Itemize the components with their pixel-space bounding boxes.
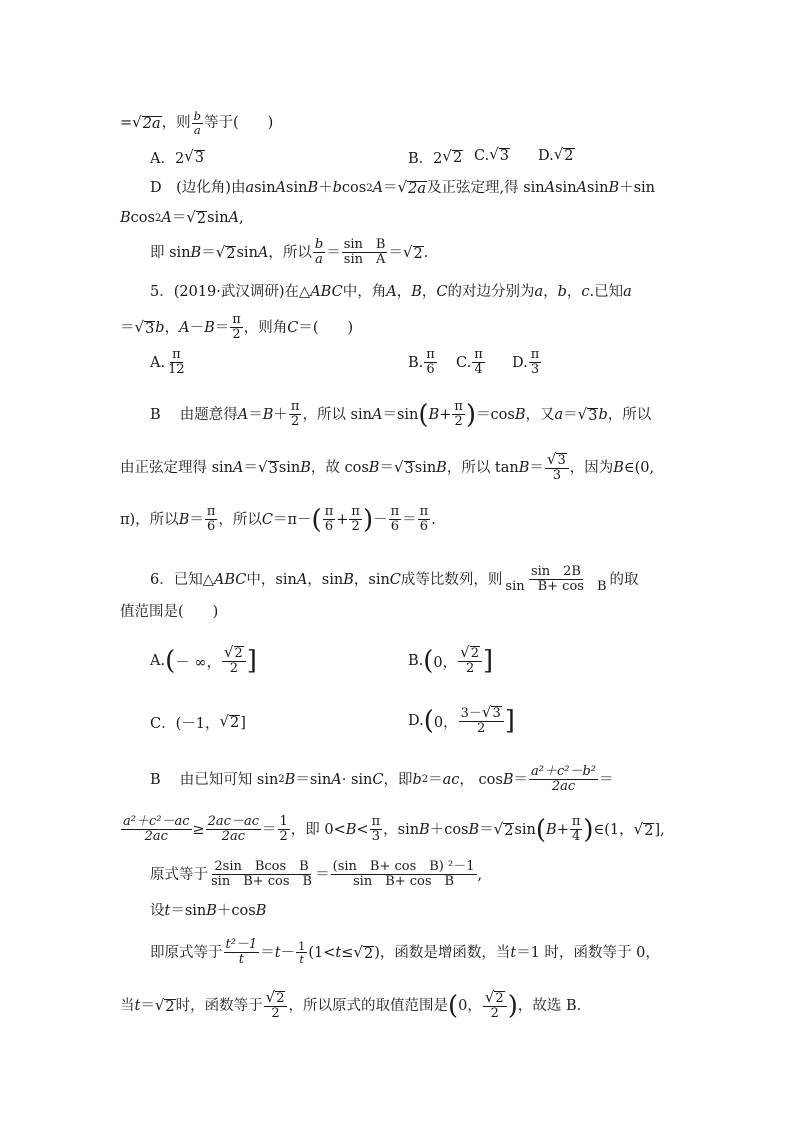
q4-line1: = √ 2a ，则 $\frac{b}{a}$ 等于( ) [120,109,274,137]
q6-option-d: D. ( 0， 3－ √ 3 2 ] [408,703,515,737]
q6-option-c: C．(－1， √ 2 ] [150,711,246,732]
q6-option-b: B. ( 0， √ 2 2 ] [408,643,494,677]
q4-option-a: A．2 √ 3 [150,146,204,167]
q5-option-b: B. $\frac{\pi}{6}$ [408,347,435,378]
q4-solution-line1: D (边化角)由 a sin A sin B ＋ b cos 2 A ＝ √ 2a 及正弦定理,得 sin A sin A sin B ＋sin [150,178,656,197]
q5-solution-line1: B 由题意得 A ＝ B ＋ $\frac{\pi}{2}$ ，所以 sin A ＝sin ( B + $\frac{\pi}{2}$ ) ＝cos B ，又 a ＝ √ 3 b ，所以 [150,399,652,430]
q4-option-b: B．2 √ 2 [408,146,463,167]
q5-solution-line3: π)，所以 B ＝ $\frac{\pi}{6}$ ，所以 C ＝π－ ( $\frac{\pi}{6}$ + $\frac{\pi}{2}$ ) － $\frac{\pi}{6}$ ＝ $\frac{\pi}{6}$ . [120,504,436,535]
q4-solution-line2: B cos 2 A ＝ √ 2 sin A , [120,208,244,227]
q6-solution-line4: 设 t ＝sin B ＋cos B [150,903,267,919]
q4-solution-line3: 即 sin B ＝ √ 2 sin A ，所以 $\frac{b}{a}$ ＝ $\frac{\text{sin B}}{\text{sin A}}$ ＝ √ 2 . [150,237,429,268]
q6-solution-line3: 原式等于 $\frac{\text{2sin Bcos B}}{\text{sin B+ cos B}}$ ＝ $\frac{\text{(sin B+ cos B) ²－1}}{\text{sin B+ cos B}}$ , [150,859,483,890]
q6-stem-line2: 值范围是( ) [120,604,219,620]
q6-solution-line6: 当 t ＝ √ 2 时，函数等于 √ 2 2 ，所以原式的取值范围是 ( 0， √ 2 2 ) ，故选 B. [120,988,582,1022]
q6-solution-line5: 即原式等于 $\frac{\text{t²－1}}{t}$ ＝ t － $\frac{1}{t}$ (1< t ≤ √ 2 )，函数是增函数，当 t ＝1 时，函数等于 0， [150,937,660,968]
q5-stem-line1: 5．(2019·武汉调研)在△ ABC 中，角 A ， B ， C 的对边分别为 a ， b ， c .已知 a [150,284,632,300]
q6-solution-line1: B 由已知可知 sin 2 B ＝sin A · sin C ，即 b 2 ＝ ac ， cos B ＝ $\frac{\text{a²＋c²－b²}}{2ac}$ ＝ [150,764,614,795]
q4-option-c: C. √ 3 [474,145,509,164]
q6-option-a: A. ( － ∞， √ 2 2 ] [150,643,257,677]
q6-solution-line2: $\frac{\text{a²＋c²－ac}}{2ac}$ ≥ $\frac{2ac-ac}{2ac}$ ＝ $\frac{1}{2}$ ，即 0< B < $\frac{\pi}{3}$ ，sin B ＋cos B ＝ √ 2 sin ( B + $\frac{\pi}{4}$ ) ∈(1， √ 2 ], [123,814,665,845]
q6-stem-line1: 6．已知△ ABC 中，sin A ，sin B ，sin C 成等比数列，则 $\frac{\sin 2B}{\text{sin B+ cos B}}$ 的取 [150,564,639,595]
q5-stem-line2: ＝ √ 3 b ， A － B ＝ $\frac{\pi}{2}$ ，则角 C ＝( ) [120,312,354,343]
q5-solution-line2: 由正弦定理得 sin A ＝ √ 3 sin B ，故 cos B ＝ √ 3 sin B ，所以 tan B ＝ √ 3 3 ，因为 B ∈(0, [120,450,655,484]
q5-option-a: A. $\frac{\pi}{12}$ [150,347,185,378]
q5-option-c: C. $\frac{\pi}{4}$ [456,347,483,378]
q5-option-d: D. $\frac{\pi}{3}$ [512,347,540,378]
q4-option-d: D. √ 2 [538,145,574,164]
